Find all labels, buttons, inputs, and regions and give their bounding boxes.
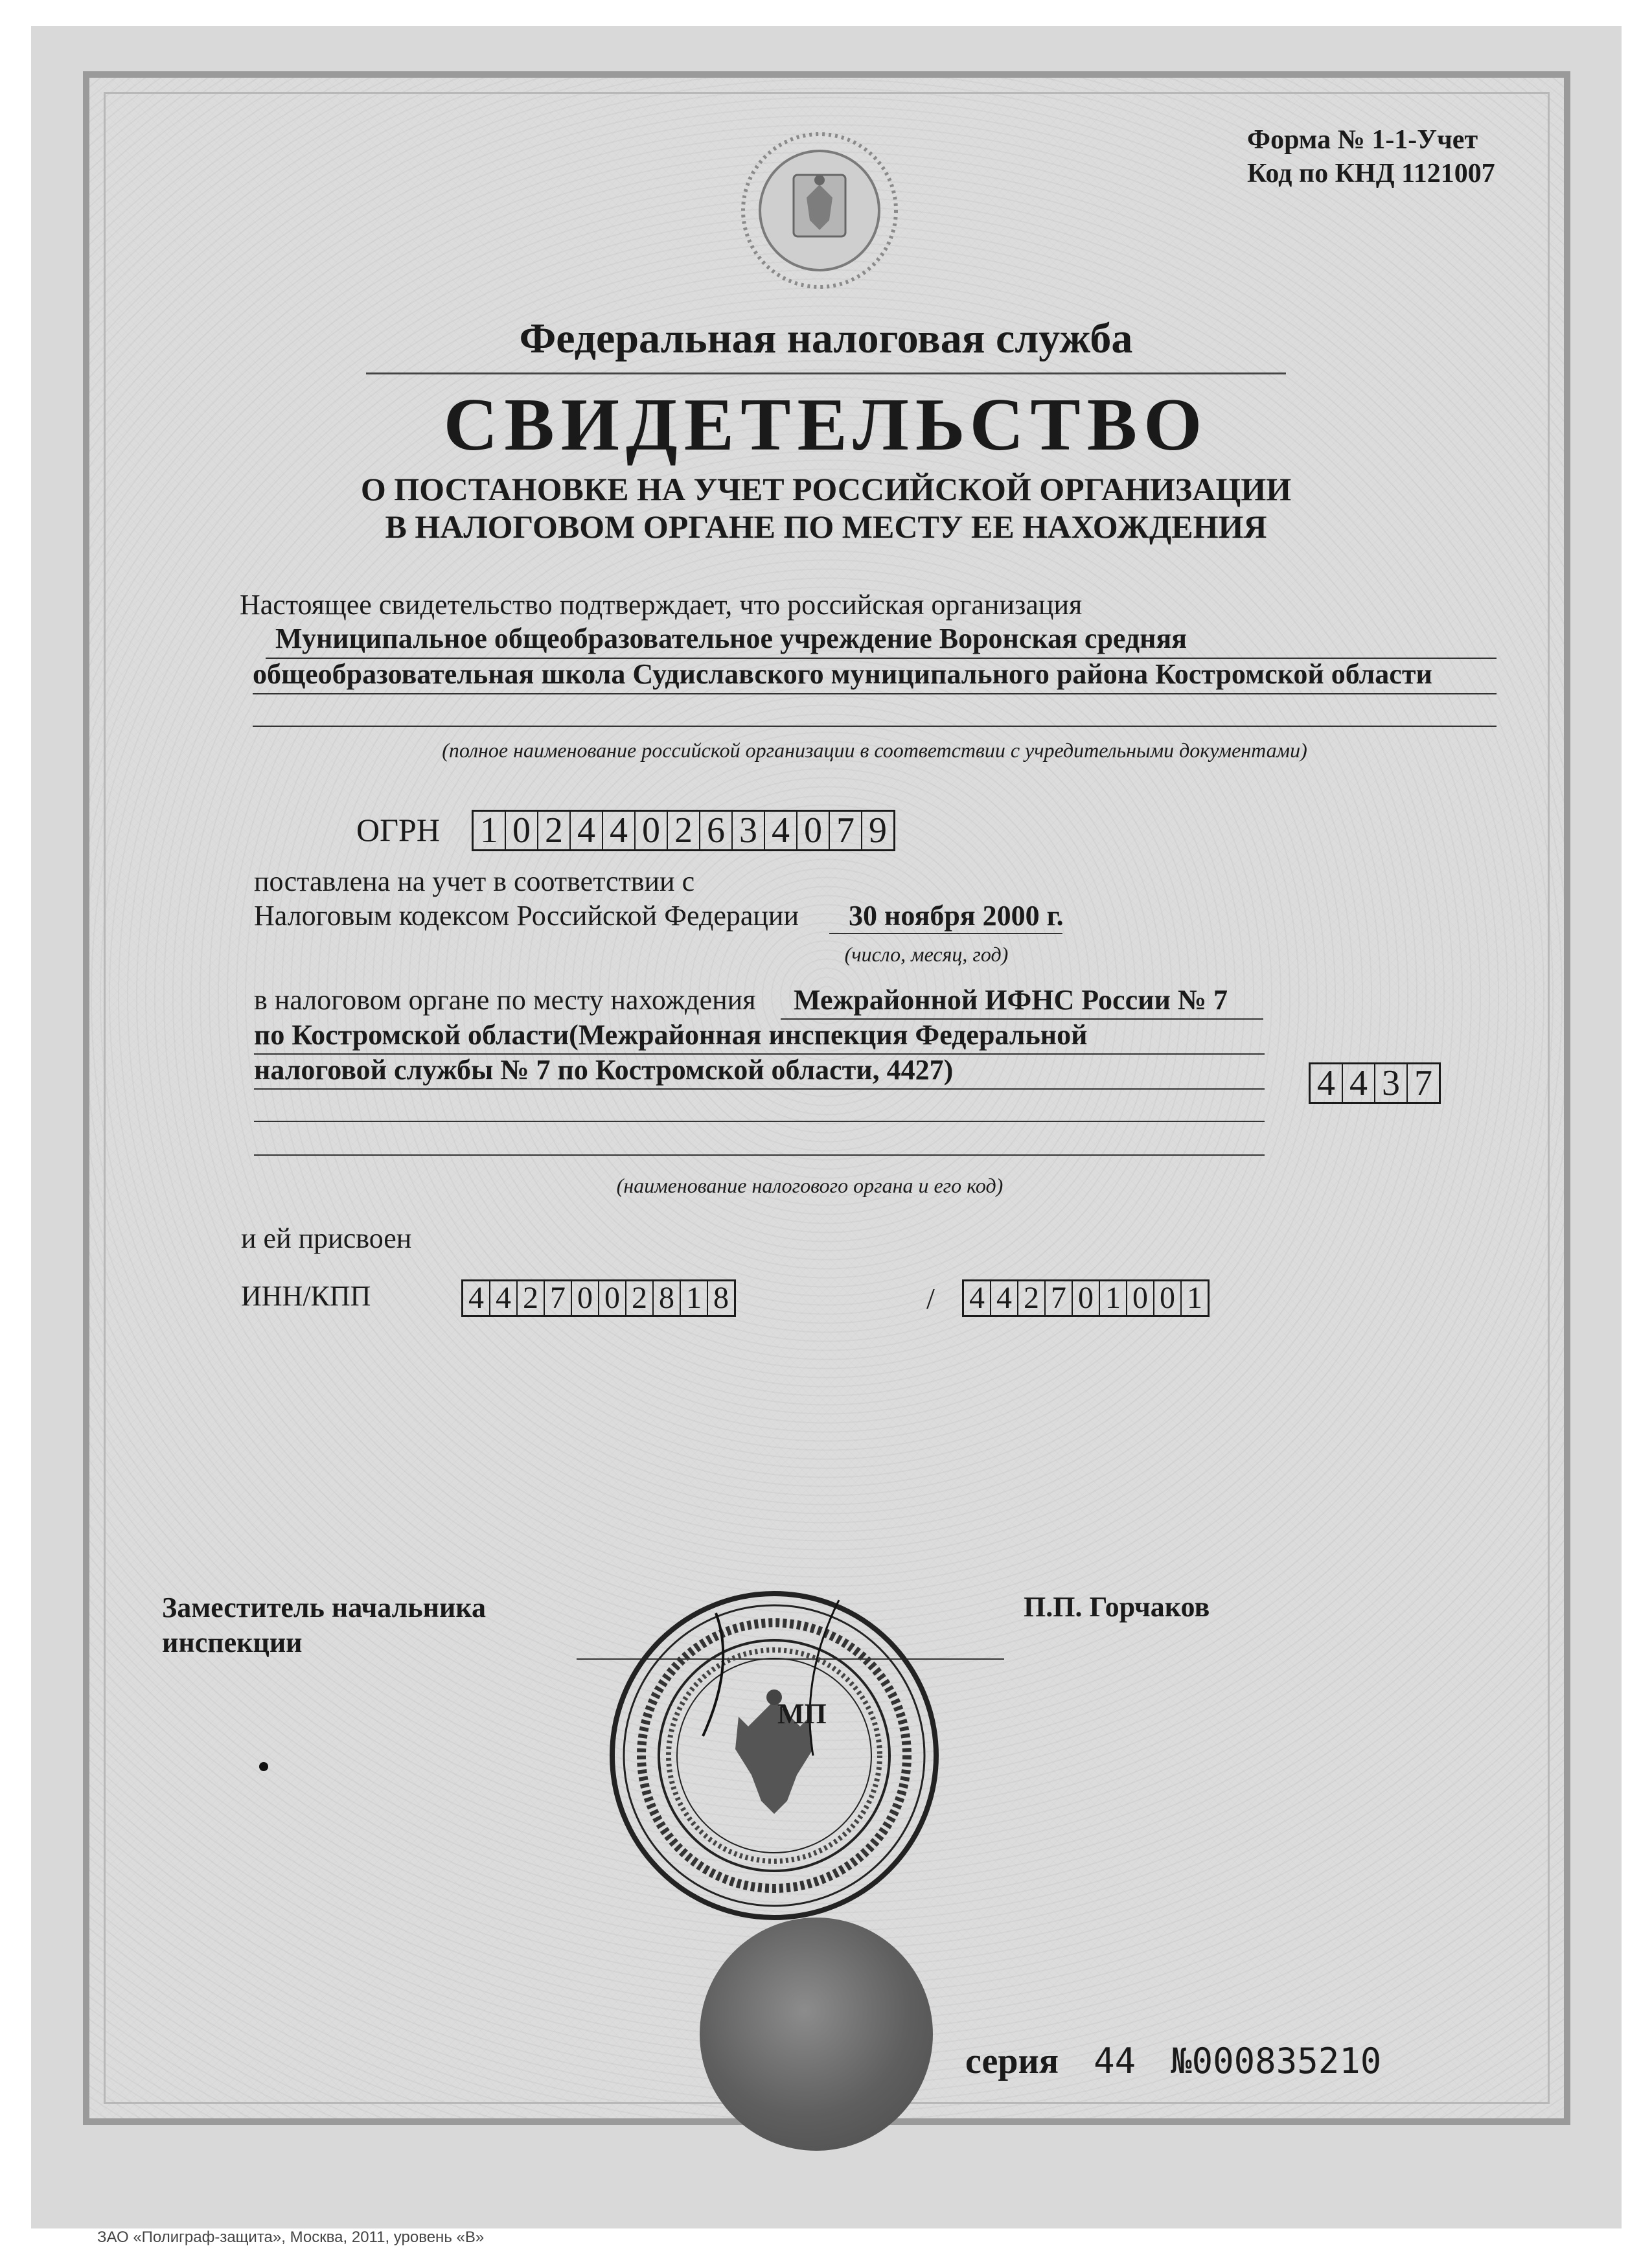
form-number-line2: Код по КНД 1121007	[1247, 159, 1495, 189]
ogrn-label: ОГРН	[356, 812, 440, 848]
serial-series: 44	[1094, 2041, 1136, 2081]
ink-dot	[259, 1762, 268, 1771]
registered-line1: поставлена на учет в соответствии с	[254, 865, 695, 897]
inn-digit: 7	[545, 1281, 572, 1315]
ogrn-boxes	[472, 810, 895, 851]
form-number-line1: Форма № 1-1-Учет	[1247, 125, 1478, 155]
date-caption: (число, месяц, год)	[844, 943, 1009, 966]
ogrn-digit: 7	[830, 812, 862, 849]
tax-office-line1: Межрайонной ИФНС России № 7	[794, 984, 1228, 1016]
org-underline-3	[253, 726, 1497, 727]
agency-divider	[366, 372, 1286, 374]
signatory-position-line2: инспекции	[162, 1627, 303, 1658]
fns-emblem-icon	[739, 130, 901, 292]
inn-digit: 0	[572, 1281, 599, 1315]
tax-office-code-digit: 4	[1311, 1064, 1343, 1102]
ogrn-digit: 4	[765, 812, 797, 849]
tax-office-code-digit: 4	[1343, 1064, 1375, 1102]
hologram-seal	[700, 1918, 933, 2151]
org-underline-2	[253, 693, 1497, 694]
kpp-digit: 4	[964, 1281, 991, 1315]
org-name-line1: Муниципальное общеобразовательное учреждение Воронская средняя	[275, 623, 1187, 654]
tax-office-code-digit: 7	[1414, 1063, 1432, 1103]
serial-label: серия	[965, 2041, 1059, 2081]
ogrn-digit: 2	[668, 812, 700, 849]
ogrn-digit: 9	[869, 810, 887, 851]
ogrn-digit: 0	[636, 812, 668, 849]
stamp-mark: МП	[777, 1698, 827, 1730]
ogrn-digit: 3	[733, 812, 765, 849]
certificate-title: СВИДЕТЕЛЬСТВО	[443, 384, 1209, 466]
serial-no: №000835210	[1171, 2041, 1382, 2081]
ogrn-digit: 6	[700, 812, 733, 849]
inn-kpp-label: ИНН/КПП	[241, 1280, 371, 1312]
kpp-digit: 1	[1100, 1281, 1127, 1315]
tax-office-underline-5	[254, 1154, 1265, 1156]
subtitle-line1: О ПОСТАНОВКЕ НА УЧЕТ РОССИЙСКОЙ ОРГАНИЗАЦИИ	[360, 471, 1292, 507]
ogrn-digit: 0	[506, 812, 538, 849]
tax-office-caption: (наименование налогового органа и его код)	[616, 1174, 1004, 1197]
inn-digit: 8	[654, 1281, 681, 1315]
inn-digit: 8	[713, 1281, 729, 1315]
kpp-boxes	[962, 1279, 1210, 1317]
form-number	[1247, 123, 1495, 190]
inn-digit: 2	[518, 1281, 545, 1315]
signatory-position-line1: Заместитель начальника	[162, 1592, 486, 1623]
tax-office-line3: налоговой службы № 7 по Костромской области, 4427)	[254, 1054, 954, 1086]
org-name-line2: общеобразовательная школа Судиславского муниципального района Костромской области	[253, 658, 1432, 690]
assigned-text: и ей присвоен	[241, 1222, 412, 1254]
inn-kpp-separator: /	[926, 1282, 935, 1315]
kpp-digit: 4	[991, 1281, 1018, 1315]
kpp-digit: 2	[1018, 1281, 1046, 1315]
kpp-digit: 0	[1127, 1281, 1154, 1315]
kpp-digit: 0	[1073, 1281, 1100, 1315]
org-caption: (полное наименование российской организации в соответствии с учредительными документами)	[442, 739, 1307, 762]
inn-digit: 2	[626, 1281, 654, 1315]
inn-digit: 4	[490, 1281, 518, 1315]
kpp-digit: 7	[1046, 1281, 1073, 1315]
inn-digit: 4	[463, 1281, 490, 1315]
tax-office-underline-4	[254, 1121, 1265, 1122]
inn-digit: 0	[599, 1281, 626, 1315]
serial-number	[965, 2041, 1381, 2082]
ogrn-digit: 0	[797, 812, 830, 849]
ogrn-digit: 2	[538, 812, 571, 849]
tax-office-underline-3	[254, 1088, 1265, 1090]
agency-name: Федеральная налоговая служба	[519, 315, 1133, 362]
ogrn-digit: 1	[474, 812, 506, 849]
tax-office-code-boxes	[1309, 1062, 1441, 1104]
printer-footer: ЗАО «Полиграф-защита», Москва, 2011, уровень «В»	[97, 2228, 485, 2246]
tax-office-line2: по Костромской области(Межрайонная инспекция Федеральной	[254, 1019, 1088, 1051]
kpp-digit: 0	[1154, 1281, 1182, 1315]
ogrn-digit: 4	[571, 812, 603, 849]
subtitle-line2: В НАЛОГОВОМ ОРГАНЕ ПО МЕСТУ ЕЕ НАХОЖДЕНИЯ	[385, 509, 1267, 545]
inn-digit: 1	[681, 1281, 708, 1315]
intro-text: Настоящее свидетельство подтверждает, что российская организация	[240, 589, 1083, 621]
signatory-position	[162, 1590, 486, 1660]
tax-office-label: в налоговом органе по месту нахождения	[254, 984, 756, 1016]
registered-line2: Налоговым кодексом Российской Федерации	[254, 900, 799, 932]
registration-date: 30 ноября 2000 г.	[849, 900, 1064, 932]
certificate-subtitle	[0, 470, 1652, 545]
signatory-name: П.П. Горчаков	[1024, 1591, 1210, 1623]
inn-boxes	[461, 1279, 736, 1317]
official-seal-icon	[606, 1587, 943, 1924]
kpp-digit: 1	[1187, 1281, 1202, 1315]
date-underline	[829, 933, 1062, 934]
ogrn-digit: 4	[603, 812, 636, 849]
tax-office-code-digit: 3	[1375, 1064, 1408, 1102]
